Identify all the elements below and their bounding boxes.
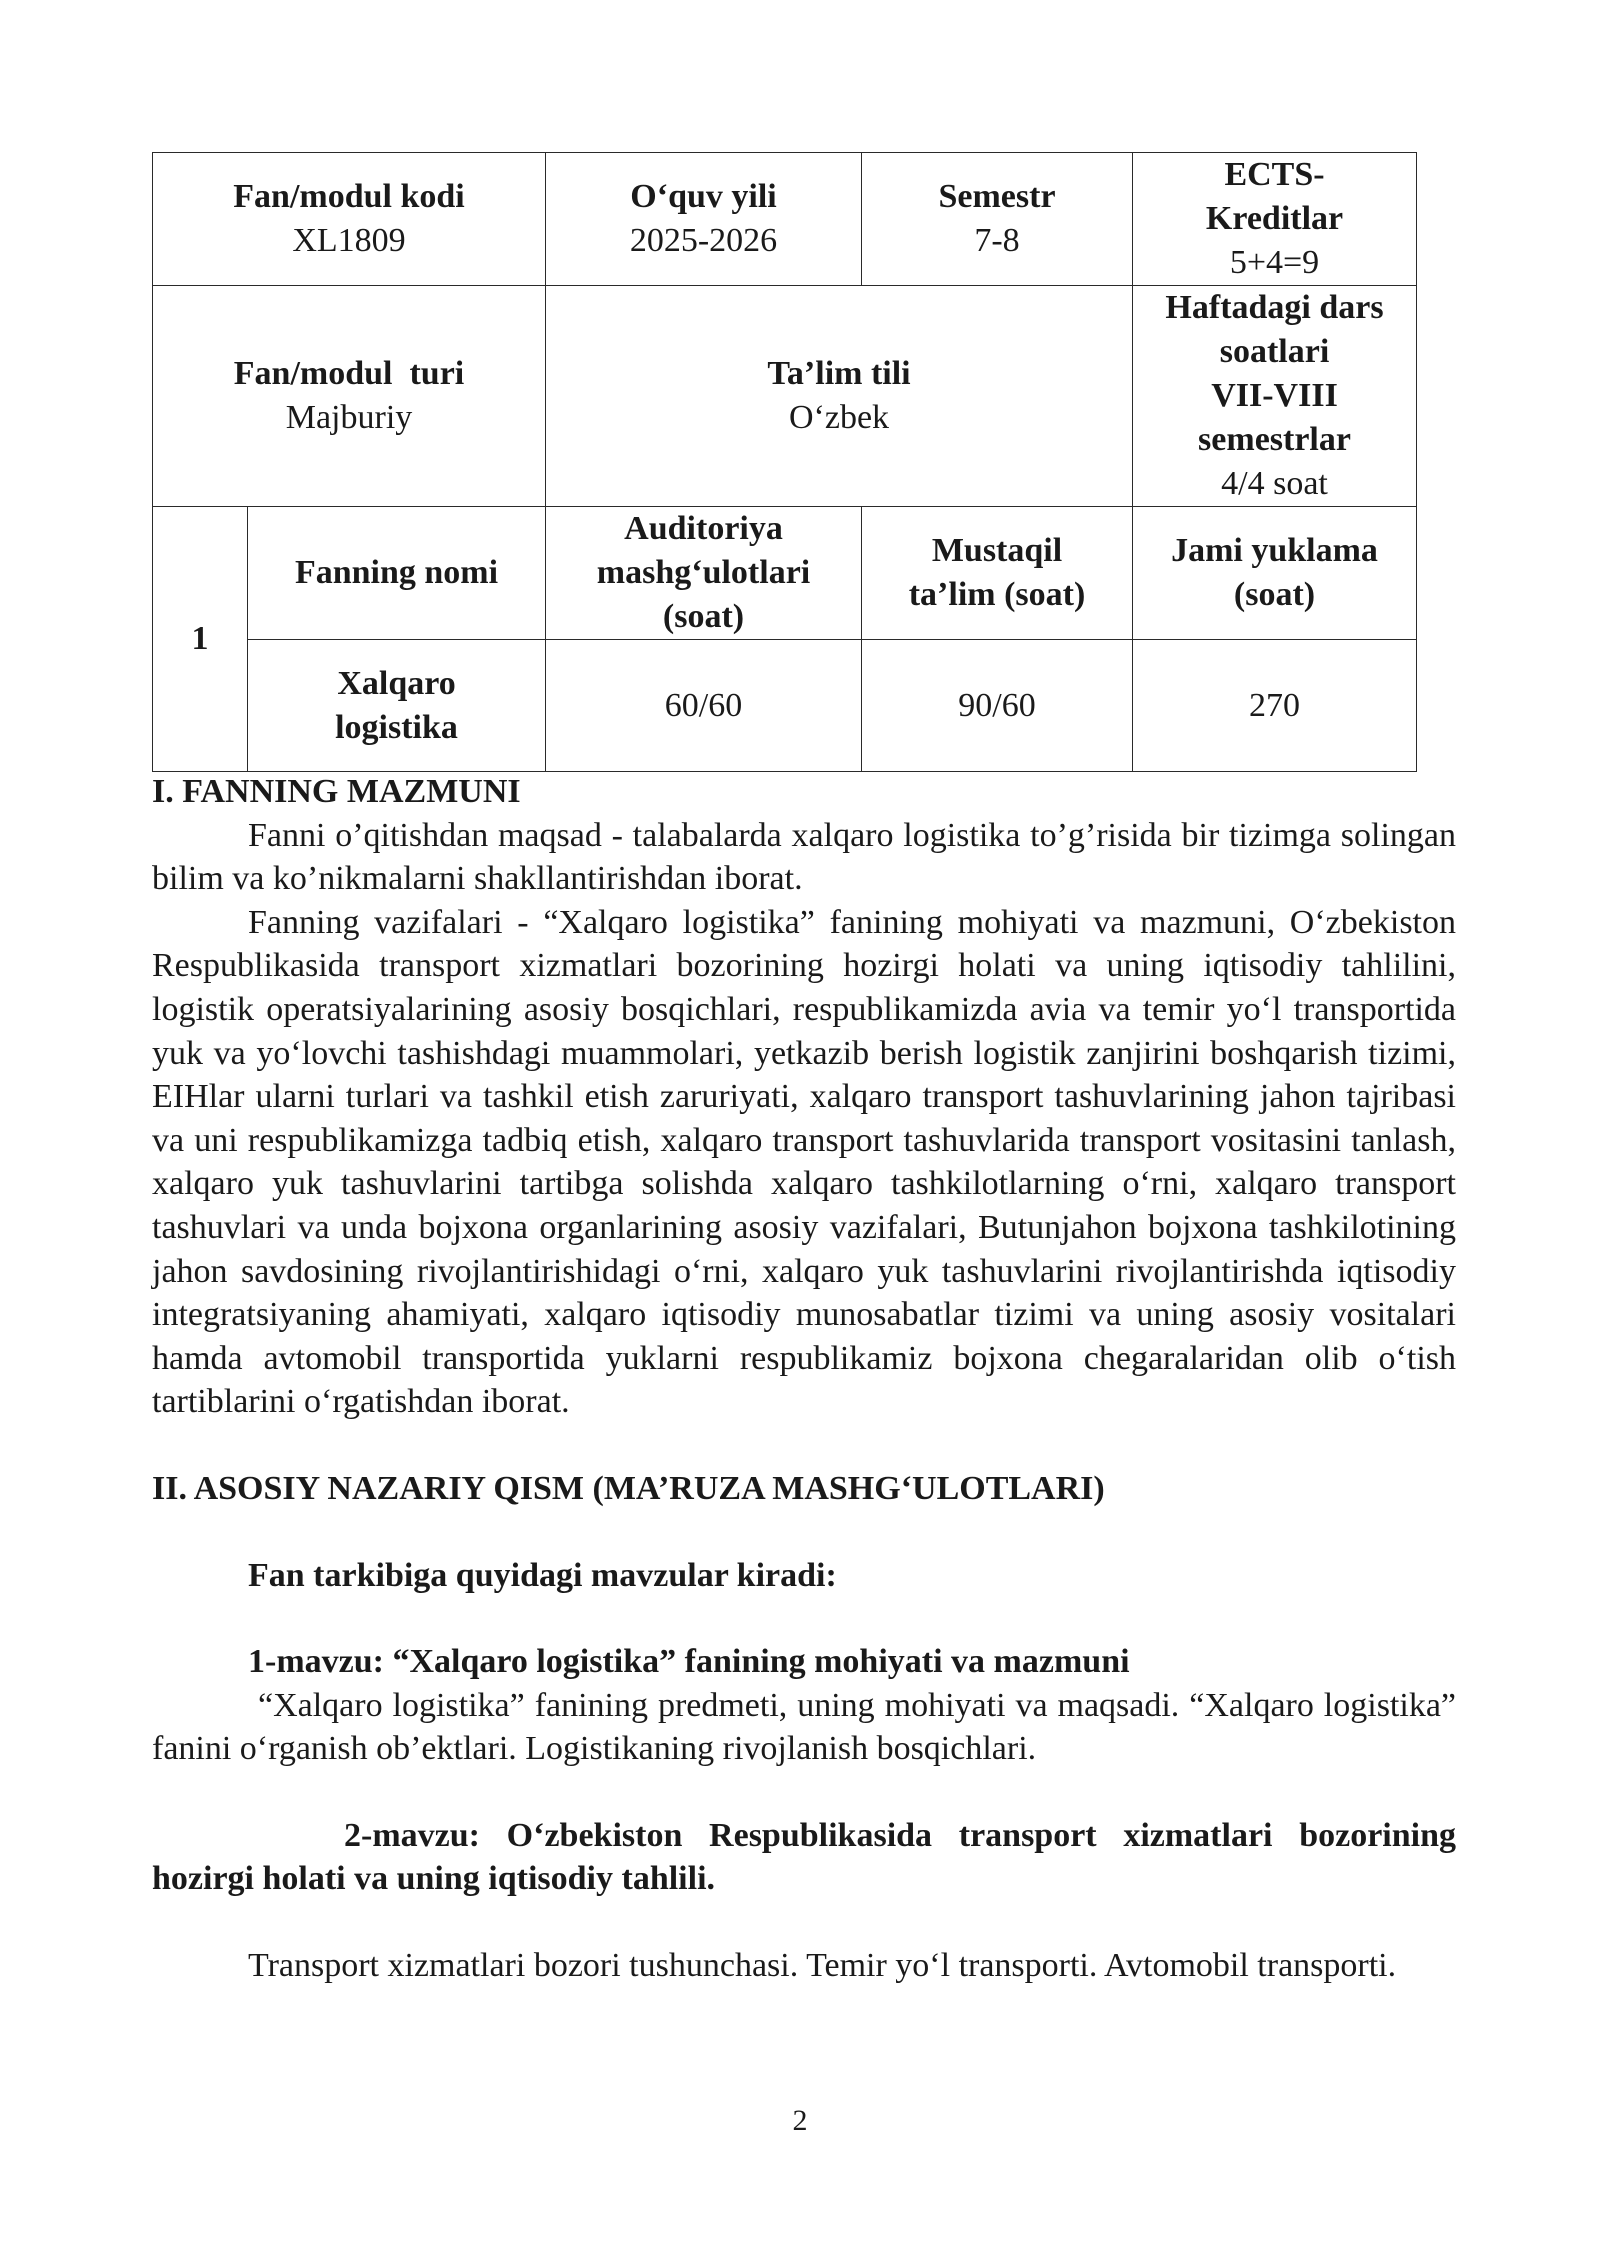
topic-2-text: Transport xizmatlari bozori tushunchasi. Temir yo‘l transporti. Avtomobil transporti. bbox=[248, 1947, 1397, 1985]
section-2-title: II. ASOSIY NAZARIY QISM (MA’RUZA MASHG‘ULOTLARI) bbox=[152, 1469, 1105, 1507]
header-auditorium-hours: Auditoriya mashg‘ulotlari (soat) bbox=[546, 507, 862, 640]
document-body bbox=[152, 770, 1456, 1988]
cell-academic-year: O‘quv yili 2025-2026 bbox=[546, 153, 862, 286]
cell-module-code: Fan/modul kodi XL1809 bbox=[153, 153, 546, 286]
cell-language: Ta’lim tili O‘zbek bbox=[546, 286, 1133, 507]
section-1-tasks-paragraph: Fanning vazifalari - “Xalqaro logistika” fanining mohiyati va mazmuni, O‘zbekiston Respublikasida transport xizmatlari bozorining hozirgi holati va uning iqtisodiy tahlilini, logistik operatsiyalarining asosiy bosqichlari, respublikamizda avia va temir yo‘l transportida yuk va yo‘lovchi tashishdagi muammolari, yetkazib berish logistik zanjirini boshqarish tizimi, EIHlar ularni turlari va tashkil etish zaruriyati, xalqaro transport tashuvlarining jahon tajribasi va uni respublikamizga tadbiq etish, xalqaro transport tashuvlarida transport vositasini tanlash, xalqaro yuk tashuvlarini tartibga solishda xalqaro tashkilotlarning o‘rni, xalqaro transport tashuvlari va unda bojxona organlarining asosiy vazifalari, Butunjahon bojxona tashkilotining jahon savdosining rivojlantirishidagi o‘rni, xalqaro yuk tashuvlarini rivojlantirishda iqtisodiy integratsiyaning ahamiyati, xalqaro iqtisodiy munosabatlar tizimi va uning asosiy vositalari hamda avtomobil transportida yuklarni respublikamiz bojxona chegaralaridan olib o‘tish tartiblarini o‘rgatishdan iborat. bbox=[152, 903, 1456, 1421]
cell-row-number: 1 bbox=[153, 507, 248, 772]
table-row bbox=[153, 153, 1417, 286]
spacer bbox=[152, 1597, 1456, 1640]
cell-ects-credits: ECTS- Kreditlar 5+4=9 bbox=[1133, 153, 1417, 286]
header-independent-hours: Mustaqil ta’lim (soat) bbox=[862, 507, 1133, 640]
topic-2-title: 2-mavzu: O‘zbekiston Respublikasida transport xizmatlari bozorining hozirgi holati va uning iqtisodiy tahlili. bbox=[152, 1816, 1456, 1898]
cell-independent-hours: 90/60 bbox=[862, 640, 1133, 772]
cell-weekly-hours: Haftadagi dars soatlari VII-VIII semestrlar 4/4 soat bbox=[1133, 286, 1417, 507]
cell-module-type: Fan/modul turi Majburiy bbox=[153, 286, 546, 507]
spacer bbox=[152, 1901, 1456, 1944]
table-row bbox=[153, 507, 1417, 640]
course-info-table bbox=[152, 152, 1417, 772]
cell-auditorium-hours: 60/60 bbox=[546, 640, 862, 772]
topic-1-text: “Xalqaro logistika” fanining predmeti, uning mohiyati va maqsadi. “Xalqaro logistika” fanini o‘rganish ob’ektlari. Logistikaning rivojlanish bosqichlari. bbox=[152, 1686, 1456, 1768]
cell-semester: Semestr 7-8 bbox=[862, 153, 1133, 286]
spacer bbox=[152, 1424, 1456, 1467]
section-1-title: I. FANNING MAZMUNI bbox=[152, 773, 521, 810]
section-1-goal-paragraph: Fanni o’qitishdan maqsad - talabalarda xalqaro logistika to’g’risida bir tizimga solingan bilim va ko’nikmalarni shakllantirishdan iborat. bbox=[152, 816, 1456, 898]
header-subject-name: Fanning nomi bbox=[248, 507, 546, 640]
cell-subject-name: Xalqaro logistika bbox=[248, 640, 546, 772]
spacer bbox=[152, 1771, 1456, 1814]
table-row bbox=[153, 640, 1417, 772]
page-number: 2 bbox=[792, 2104, 808, 2137]
topics-intro: Fan tarkibiga quyidagi mavzular kiradi: bbox=[248, 1556, 837, 1594]
table-row bbox=[153, 286, 1417, 507]
spacer bbox=[152, 1511, 1456, 1554]
cell-total-load: 270 bbox=[1133, 640, 1417, 772]
topic-1-title: 1-mavzu: “Xalqaro logistika” fanining mohiyati va mazmuni bbox=[248, 1643, 1130, 1681]
header-total-load: Jami yuklama (soat) bbox=[1133, 507, 1417, 640]
